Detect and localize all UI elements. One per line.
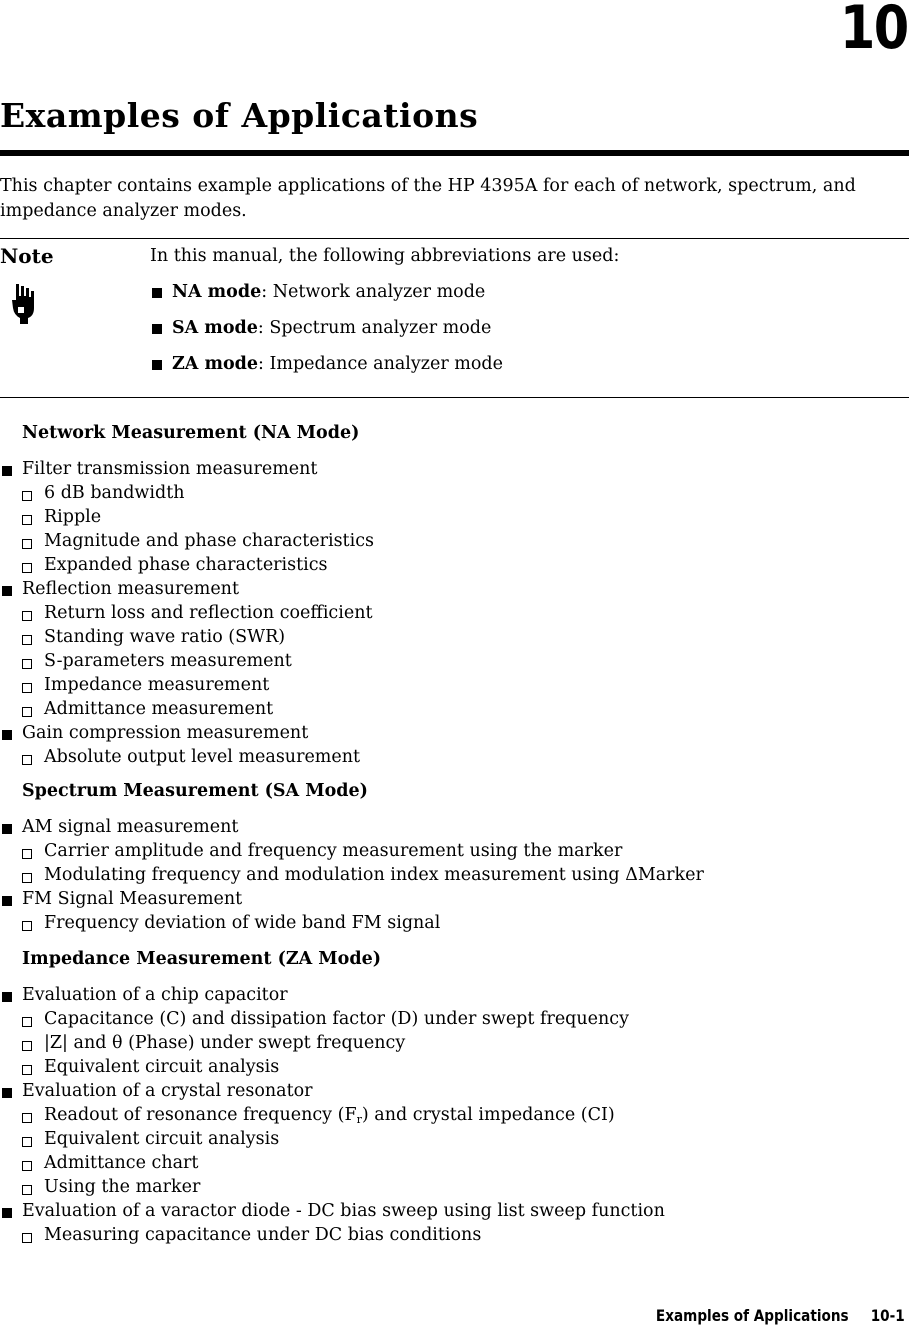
list-item-text: Magnitude and phase characteristics (44, 531, 374, 551)
list-item (0, 721, 308, 745)
square-bullet-icon (152, 288, 162, 298)
square-bullet-icon (2, 1088, 12, 1098)
hollow-square-bullet-icon (22, 659, 32, 669)
list-item (0, 815, 238, 839)
square-bullet-icon (2, 586, 12, 596)
note-term: ZA mode (172, 354, 259, 374)
title-rule (0, 150, 909, 156)
list-item (0, 577, 239, 601)
list-item-text: Standing wave ratio (SWR) (44, 627, 286, 647)
list-item-text: Capacitance (C) and dissipation factor (D) under swept frequency (44, 1009, 629, 1029)
sub-list-item (0, 911, 440, 935)
hollow-square-bullet-icon (22, 563, 32, 573)
hollow-square-bullet-icon (22, 1017, 32, 1027)
sub-list-item (0, 1031, 405, 1055)
square-bullet-icon (2, 466, 12, 476)
list-item-text: Evaluation of a crystal resonator (22, 1081, 313, 1101)
list-item-text: FM Signal Measurement (22, 889, 243, 909)
hollow-square-bullet-icon (22, 873, 32, 883)
note-term: SA mode (172, 318, 258, 338)
list-item (0, 887, 242, 911)
page-number: 10-1 (870, 1306, 905, 1325)
sub-list-item (0, 505, 101, 529)
list-item-text: Reflection measurement (22, 579, 239, 599)
square-bullet-icon (2, 730, 12, 740)
square-bullet-icon (2, 824, 12, 834)
list-item-text: AM signal measurement (22, 817, 239, 837)
hollow-square-bullet-icon (22, 1113, 32, 1123)
chapter-number: 10 (839, 0, 907, 63)
list-item-text: Expanded phase characteristics (44, 555, 328, 575)
list-item-text: Modulating frequency and modulation index measurement using ΔMarker (44, 865, 704, 885)
square-bullet-icon (152, 360, 162, 370)
section-heading: Network Measurement (NA Mode) (22, 423, 360, 443)
note-item-za (150, 352, 619, 376)
sub-list-item (0, 863, 704, 887)
list-item-text: ) and crystal impedance (CI) (361, 1105, 615, 1125)
list-item-text: Evaluation of a varactor diode - DC bias sweep using list sweep function (22, 1201, 665, 1221)
section-heading: Spectrum Measurement (SA Mode) (22, 781, 368, 801)
list-item-text: Admittance chart (44, 1153, 199, 1173)
section-heading: Impedance Measurement (ZA Mode) (22, 949, 381, 969)
note-bottom-rule (0, 397, 909, 398)
sub-list-item (0, 649, 292, 673)
list-item-text: Readout of resonance frequency (F (44, 1105, 357, 1125)
page-footer (656, 1306, 905, 1325)
note-label: Note (0, 244, 54, 268)
list-item-text: 6 dB bandwidth (44, 483, 185, 503)
hollow-square-bullet-icon (22, 1065, 32, 1075)
hollow-square-bullet-icon (22, 515, 32, 525)
intro-paragraph: This chapter contains example applications of the HP 4395A for each of network, spectrum, and impedance analyzer modes. (0, 176, 856, 221)
sub-list-item (0, 1223, 481, 1247)
sub-list-item (0, 1007, 629, 1031)
list-item-text: Admittance measurement (44, 699, 274, 719)
sub-list-item (0, 1055, 279, 1079)
chapter-title: Examples of Applications (0, 96, 479, 135)
list-item-text: Absolute output level measurement (44, 747, 361, 767)
list-item-text: Ripple (44, 507, 102, 527)
list-item-text: |Z| and θ (Phase) under swept frequency (44, 1033, 406, 1053)
list-item-text: Filter transmission measurement (22, 459, 318, 479)
list-item-text: Evaluation of a chip capacitor (22, 985, 288, 1005)
list-item-text: Equivalent circuit analysis (44, 1057, 280, 1077)
sub-list-item (0, 1127, 279, 1151)
hollow-square-bullet-icon (22, 1185, 32, 1195)
list-item-text: Return loss and reflection coefficient (44, 603, 373, 623)
hollow-square-bullet-icon (22, 921, 32, 931)
hollow-square-bullet-icon (22, 755, 32, 765)
list-item-text: Equivalent circuit analysis (44, 1129, 280, 1149)
hollow-square-bullet-icon (22, 1233, 32, 1243)
note-item-na (150, 280, 619, 304)
sub-list-item (0, 601, 373, 625)
hollow-square-bullet-icon (22, 683, 32, 693)
hollow-square-bullet-icon (22, 849, 32, 859)
hollow-square-bullet-icon (22, 1137, 32, 1147)
hollow-square-bullet-icon (22, 539, 32, 549)
list-item-text: Frequency deviation of wide band FM signal (44, 913, 441, 933)
note-desc: : Impedance analyzer mode (258, 354, 503, 374)
sub-list-item (0, 553, 328, 577)
list-item-text: Impedance measurement (44, 675, 270, 695)
list-item-text: Measuring capacitance under DC bias conditions (44, 1225, 482, 1245)
list-item-text: Using the marker (44, 1177, 201, 1197)
list-item (0, 457, 317, 481)
sub-list-item (0, 481, 185, 505)
square-bullet-icon (152, 324, 162, 334)
hollow-square-bullet-icon (22, 491, 32, 501)
footer-title: Examples of Applications (656, 1306, 849, 1325)
subscript-r: r (356, 1113, 362, 1126)
note-body (150, 244, 619, 376)
list-item-text: S-parameters measurement (44, 651, 292, 671)
hollow-square-bullet-icon (22, 1041, 32, 1051)
sub-list-item (0, 625, 285, 649)
square-bullet-icon (2, 896, 12, 906)
list-item-text: Gain compression measurement (22, 723, 309, 743)
note-top-rule (0, 238, 909, 239)
pointing-hand-icon (10, 280, 40, 330)
note-lead: In this manual, the following abbreviations are used: (150, 246, 620, 266)
sub-list-item (0, 1151, 198, 1175)
sub-list-item (0, 673, 269, 697)
hollow-square-bullet-icon (22, 635, 32, 645)
hollow-square-bullet-icon (22, 611, 32, 621)
list-item-text: Carrier amplitude and frequency measurement using the marker (44, 841, 623, 861)
hollow-square-bullet-icon (22, 707, 32, 717)
note-item-sa (150, 316, 619, 340)
sub-list-item (0, 697, 273, 721)
sub-list-item (0, 839, 622, 863)
sub-list-item (0, 529, 374, 553)
sub-list-item (0, 745, 360, 769)
square-bullet-icon (2, 992, 12, 1002)
square-bullet-icon (2, 1208, 12, 1218)
note-term: NA mode (172, 282, 262, 302)
sub-list-item (0, 1103, 615, 1127)
note-desc: : Network analyzer mode (261, 282, 486, 302)
list-item (0, 1199, 665, 1223)
list-item (0, 1079, 313, 1103)
sub-list-item (0, 1175, 200, 1199)
hollow-square-bullet-icon (22, 1161, 32, 1171)
note-desc: : Spectrum analyzer mode (257, 318, 492, 338)
list-item (0, 983, 288, 1007)
